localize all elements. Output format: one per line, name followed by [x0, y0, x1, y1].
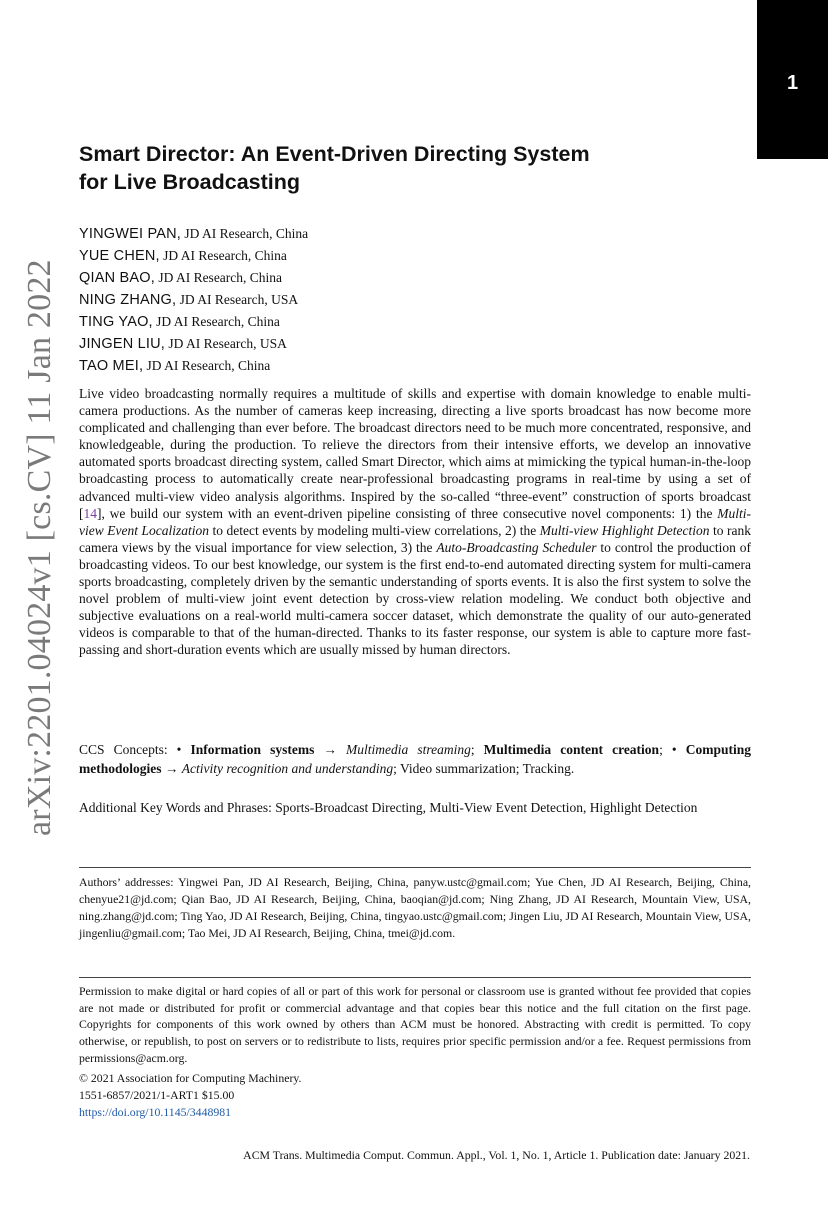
author-entry [79, 245, 749, 267]
author-name: TING YAO, [79, 314, 153, 330]
page-number-tab [757, 0, 828, 159]
title-line-2: for Live Broadcasting [79, 170, 301, 194]
page-number: 1 [786, 72, 799, 94]
author-name: YUE CHEN, [79, 248, 160, 264]
ccs-category: Multimedia content creation [483, 742, 660, 757]
ccs-text: ; • [659, 742, 686, 757]
author-name: TAO MEI, [79, 358, 144, 374]
author-entry [79, 223, 749, 245]
author-name: QIAN BAO, [79, 270, 155, 286]
copyright-line: © 2021 Association for Computing Machinery. [79, 1071, 302, 1085]
component-name: Multi-view Event Localization [79, 505, 751, 538]
author-affiliation: JD AI Research, USA [179, 292, 299, 307]
ccs-concepts [79, 740, 751, 778]
author-affiliation: JD AI Research, China [163, 248, 287, 263]
ccs-text: ; [470, 742, 484, 757]
author-list [79, 223, 749, 377]
issn-line: 1551-6857/2021/1-ART1 $15.00 [79, 1088, 235, 1102]
component-name: Multi-view Highlight Detection [539, 522, 710, 538]
author-entry [79, 355, 749, 377]
author-name: YINGWEI PAN, [79, 226, 182, 242]
author-name: NING ZHANG, [79, 292, 177, 308]
abstract-text: ], we build our system with an event-driven pipeline consisting of three consecutive novel components: 1) the [97, 505, 718, 521]
author-entry [79, 289, 749, 311]
author-entry [79, 267, 749, 289]
author-affiliation: JD AI Research, USA [168, 336, 287, 351]
author-addresses: Authors’ addresses: Yingwei Pan, JD AI Research, Beijing, China, panyw.ustc@gmail.com; Yue Chen, JD AI Research, Beijing, China, chenyue21@jd.com; Qian Bao, JD AI Research, Beijing, China, baoqian@jd.com; Ning Zhang, JD AI Research, Mountain View, USA, ning.zhang@jd.com; Ting Yao, JD AI Research, Beijing, China, tingyao.ustc@gmail.com; Jingen Liu, JD AI Research, Mountain View, USA, jingenliu@gmail.com; Tao Mei, JD AI Research, Beijing, China, tmei@jd.com. [79, 875, 751, 940]
divider [79, 977, 751, 978]
abstract [79, 385, 751, 659]
publication-meta [79, 1070, 301, 1121]
abstract-text: Live video broadcasting normally requires a multitude of skills and expertise with domain knowledge to enable multi-camera productions. As the number of cameras keep increasing, directing a live sports broadcast has now become more complicated and challenging than ever before. The broadcast directors need to be much more concentrated, responsive, and knowledgeable, during the production. To relieve the directors from their intensive efforts, we develop an innovative automated sports broadcast directing system, called Smart Director, which aims at mimicking the typical human-in-the-loop broadcasting process to automatically create near-professional broadcasting programs in real-time by using a set of advanced multi-view video analysis algorithms. Inspired by the so-called “three-event” construction of sports broadcast [ [79, 386, 751, 521]
ccs-subcategory: Multimedia streaming [346, 742, 471, 757]
divider [79, 867, 751, 868]
paper-title [79, 140, 739, 196]
ccs-category: Information systems [190, 742, 315, 757]
author-affiliation: JD AI Research, China [156, 314, 280, 329]
author-affiliation: JD AI Research, China [158, 270, 283, 285]
ccs-text: ; Video summarization; Tracking. [393, 761, 575, 776]
ccs-category: Computing methodologies [79, 742, 751, 776]
arxiv-identifier: arXiv:2201.04024v1 [cs.CV] 11 Jan 2022 [21, 259, 58, 836]
title-line-1: Smart Director: An Event-Driven Directing System [79, 142, 590, 166]
ccs-text: → [161, 761, 182, 776]
permission-notice: Permission to make digital or hard copies of all or part of this work for personal or classroom use is granted without fee provided that copies are not made or distributed for profit or commercial advantage and that copies bear this notice and the full citation on the first page. Copyrights for components of this work owned by others than ACM must be honored. Abstracting with credit is permitted. To copy otherwise, or republish, to post on servers or to redistribute to lists, requires prior specific permission and/or a fee. Request permissions from permissions@acm.org. [79, 984, 751, 1065]
abstract-text: to detect events by modeling multi-view correlations, 2) the [208, 522, 540, 538]
author-affiliation: JD AI Research, China [146, 358, 271, 373]
author-name: JINGEN LIU, [79, 336, 165, 352]
abstract-text: to rank camera views by the visual importance for view selection, 3) the [79, 522, 751, 555]
citation-link[interactable]: 14 [83, 505, 97, 521]
journal-footer: ACM Trans. Multimedia Comput. Commun. Appl., Vol. 1, No. 1, Article 1. Publication date: January 2021. [243, 1148, 750, 1162]
ccs-subcategory: Activity recognition and understanding [181, 761, 394, 776]
keywords: Additional Key Words and Phrases: Sports-Broadcast Directing, Multi-View Event Detection, Highlight Detection [79, 800, 698, 815]
author-entry [79, 311, 749, 333]
doi-link[interactable]: https://doi.org/10.1145/3448981 [79, 1105, 232, 1119]
ccs-text: CCS Concepts: • [79, 742, 191, 757]
ccs-text: → [314, 742, 346, 757]
component-name: Auto-Broadcasting Scheduler [436, 539, 597, 555]
author-entry [79, 333, 749, 355]
abstract-text: to control the production of broadcasting videos. To our best knowledge, our system is the first end-to-end automated directing system for multi-camera sports broadcasting, completely driven by the semantic understanding of sports events. It is also the first system to solve the novel problem of multi-view joint event detection by cross-view relation modeling. We conduct both objective and subjective evaluations on a real-world multi-camera soccer dataset, which demonstrate the quality of our auto-generated videos is comparable to that of the human-directed. Thanks to its faster response, our system is able to capture more fast-passing and short-duration events which are usually missed by human directors. [79, 539, 751, 658]
author-affiliation: JD AI Research, China [184, 226, 309, 241]
